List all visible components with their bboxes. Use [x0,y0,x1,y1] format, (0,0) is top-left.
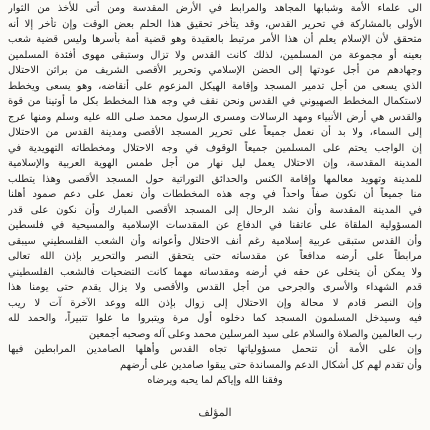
text-line: المسؤولية الملقاة على عاتقنا في الدفاع عن المقدسات الإسلامية والمسيحية في فلسطين [8,220,422,231]
signature: المؤلف [198,406,232,419]
text-line: الى علماء الأمة وشبابها المجاهد والمرابط في الأرض المقدسة ومن أتى للأخذ من الثوار [8,3,422,14]
text-line: وإن النصر قادم لا محالة وإن الاحتلال إلى زوال بإذن الله ووعد الآخرة آت لا ريب [8,297,422,309]
text-line: وجهادهم من أجل عودتها إلى الحضن الإسلامي وتحرير الأقصى الشريف من براثن الاحتلال [8,65,422,76]
text-line: قدم الشهداء والأسرى والجرحى من أجل القدس والأقصى ولا يزال يقدم حتى يومنا هذا [8,282,422,293]
text-line: وأن القدس ستبقى عربية إسلامية رغم أنف الاحتلال وأعوانه وأن الشعب الفلسطيني سيبقى [8,235,422,247]
text-line: ولا يمكن أن يتخلى عن حقه في أرضه ومقدساته مهما كانت التضحيات فالشعب الفلسطيني [8,266,422,278]
text-line: والقدس هي أرض الأنبياء ومهد الرسالات ومسرى الرسول محمد صلى الله عليه وسلم ومنها عرج [8,111,422,123]
text-line: إن الواجب يحتم على المسلمين جميعاً الوقوف في وجه الاحتلال ومخططاته التهويدية في [8,142,422,154]
text-line: المدينة المقدسة، وإن الاحتلال يعمل ليل نهار من أجل طمس الهوية العربية والإسلامية [8,158,422,169]
document-body [8,1,422,389]
text-line: وإن على الأمة أن تتحمل مسؤولياتها تجاه القدس وأهلها الصامدين المرابطين فيها [8,344,422,355]
text-line: فيه وسيدخل المسلمون المسجد كما دخلوه أول مرة ويتبروا ما علوا تتبيراً، والحمد لله [8,313,422,324]
text-line: وفقنا الله وإياكم لما يحبه ويرضاه [147,375,283,386]
text-line: بعينه أو مجموعة من المسلمين، لذلك كانت القدس ولا تزال وستبقى مهوى أفئدة المسلمين [8,49,422,61]
document-footer [0,406,430,419]
text-line: مرابطاً على أرضه مدافعاً عن مقدساته حتى يتحقق النصر والتحرير بإذن الله تعالى [8,251,422,262]
text-line: لاستكمال المخطط الصهيوني في القدس ونحن نقف في وجه هذا المخطط بكل ما أوتينا من قوة [8,96,422,107]
text-line: وأن تقدم لهم كل أشكال الدعم والمساندة حتى يبقوا صامدين على أرضهم [119,359,422,371]
text-line: في المدينة المقدسة وأن نشد الرحال إلى المسجد الأقصى المبارك وأن نكون على قدر [8,204,422,216]
text-line: متحقق لأن الإسلام يعلم أن هذا الأمر مرتبط بالعقيدة وهو قضية أمة بأسرها وليس قضية شعب [8,34,422,45]
text-line: إلى السماء، ولا بد أن نعمل جميعاً على تحرير المسجد الأقصى ومدينة القدس من الاحتلال [8,127,422,138]
text-line: رب العالمين والصلاة والسلام على سيد المرسلين محمد وعلى آله وصحبه أجمعين [88,328,422,340]
text-line: الأولى بالمشاركة في تحرير القدس، وقد يتأخر تحقيق هذا الحلم بعض الوقت وإن تأخر إلا أنه [8,18,422,30]
text-line: الذي يسعى من أجل تدمير المسجد وإقامة الهيكل المزعوم على أنقاضه، وهو يسعى ويخطط [8,80,422,92]
text-line: منا جميعاً أن نكون صفاً واحداً في وجه هذه المخططات وأن نعمل على دعم صمود أهلنا [8,189,422,200]
text-line: للمدينة وتهويد معالمها وإقامة الكنس والحدائق التوراتية حول المسجد الأقصى وهذا يتطلب [8,173,422,185]
